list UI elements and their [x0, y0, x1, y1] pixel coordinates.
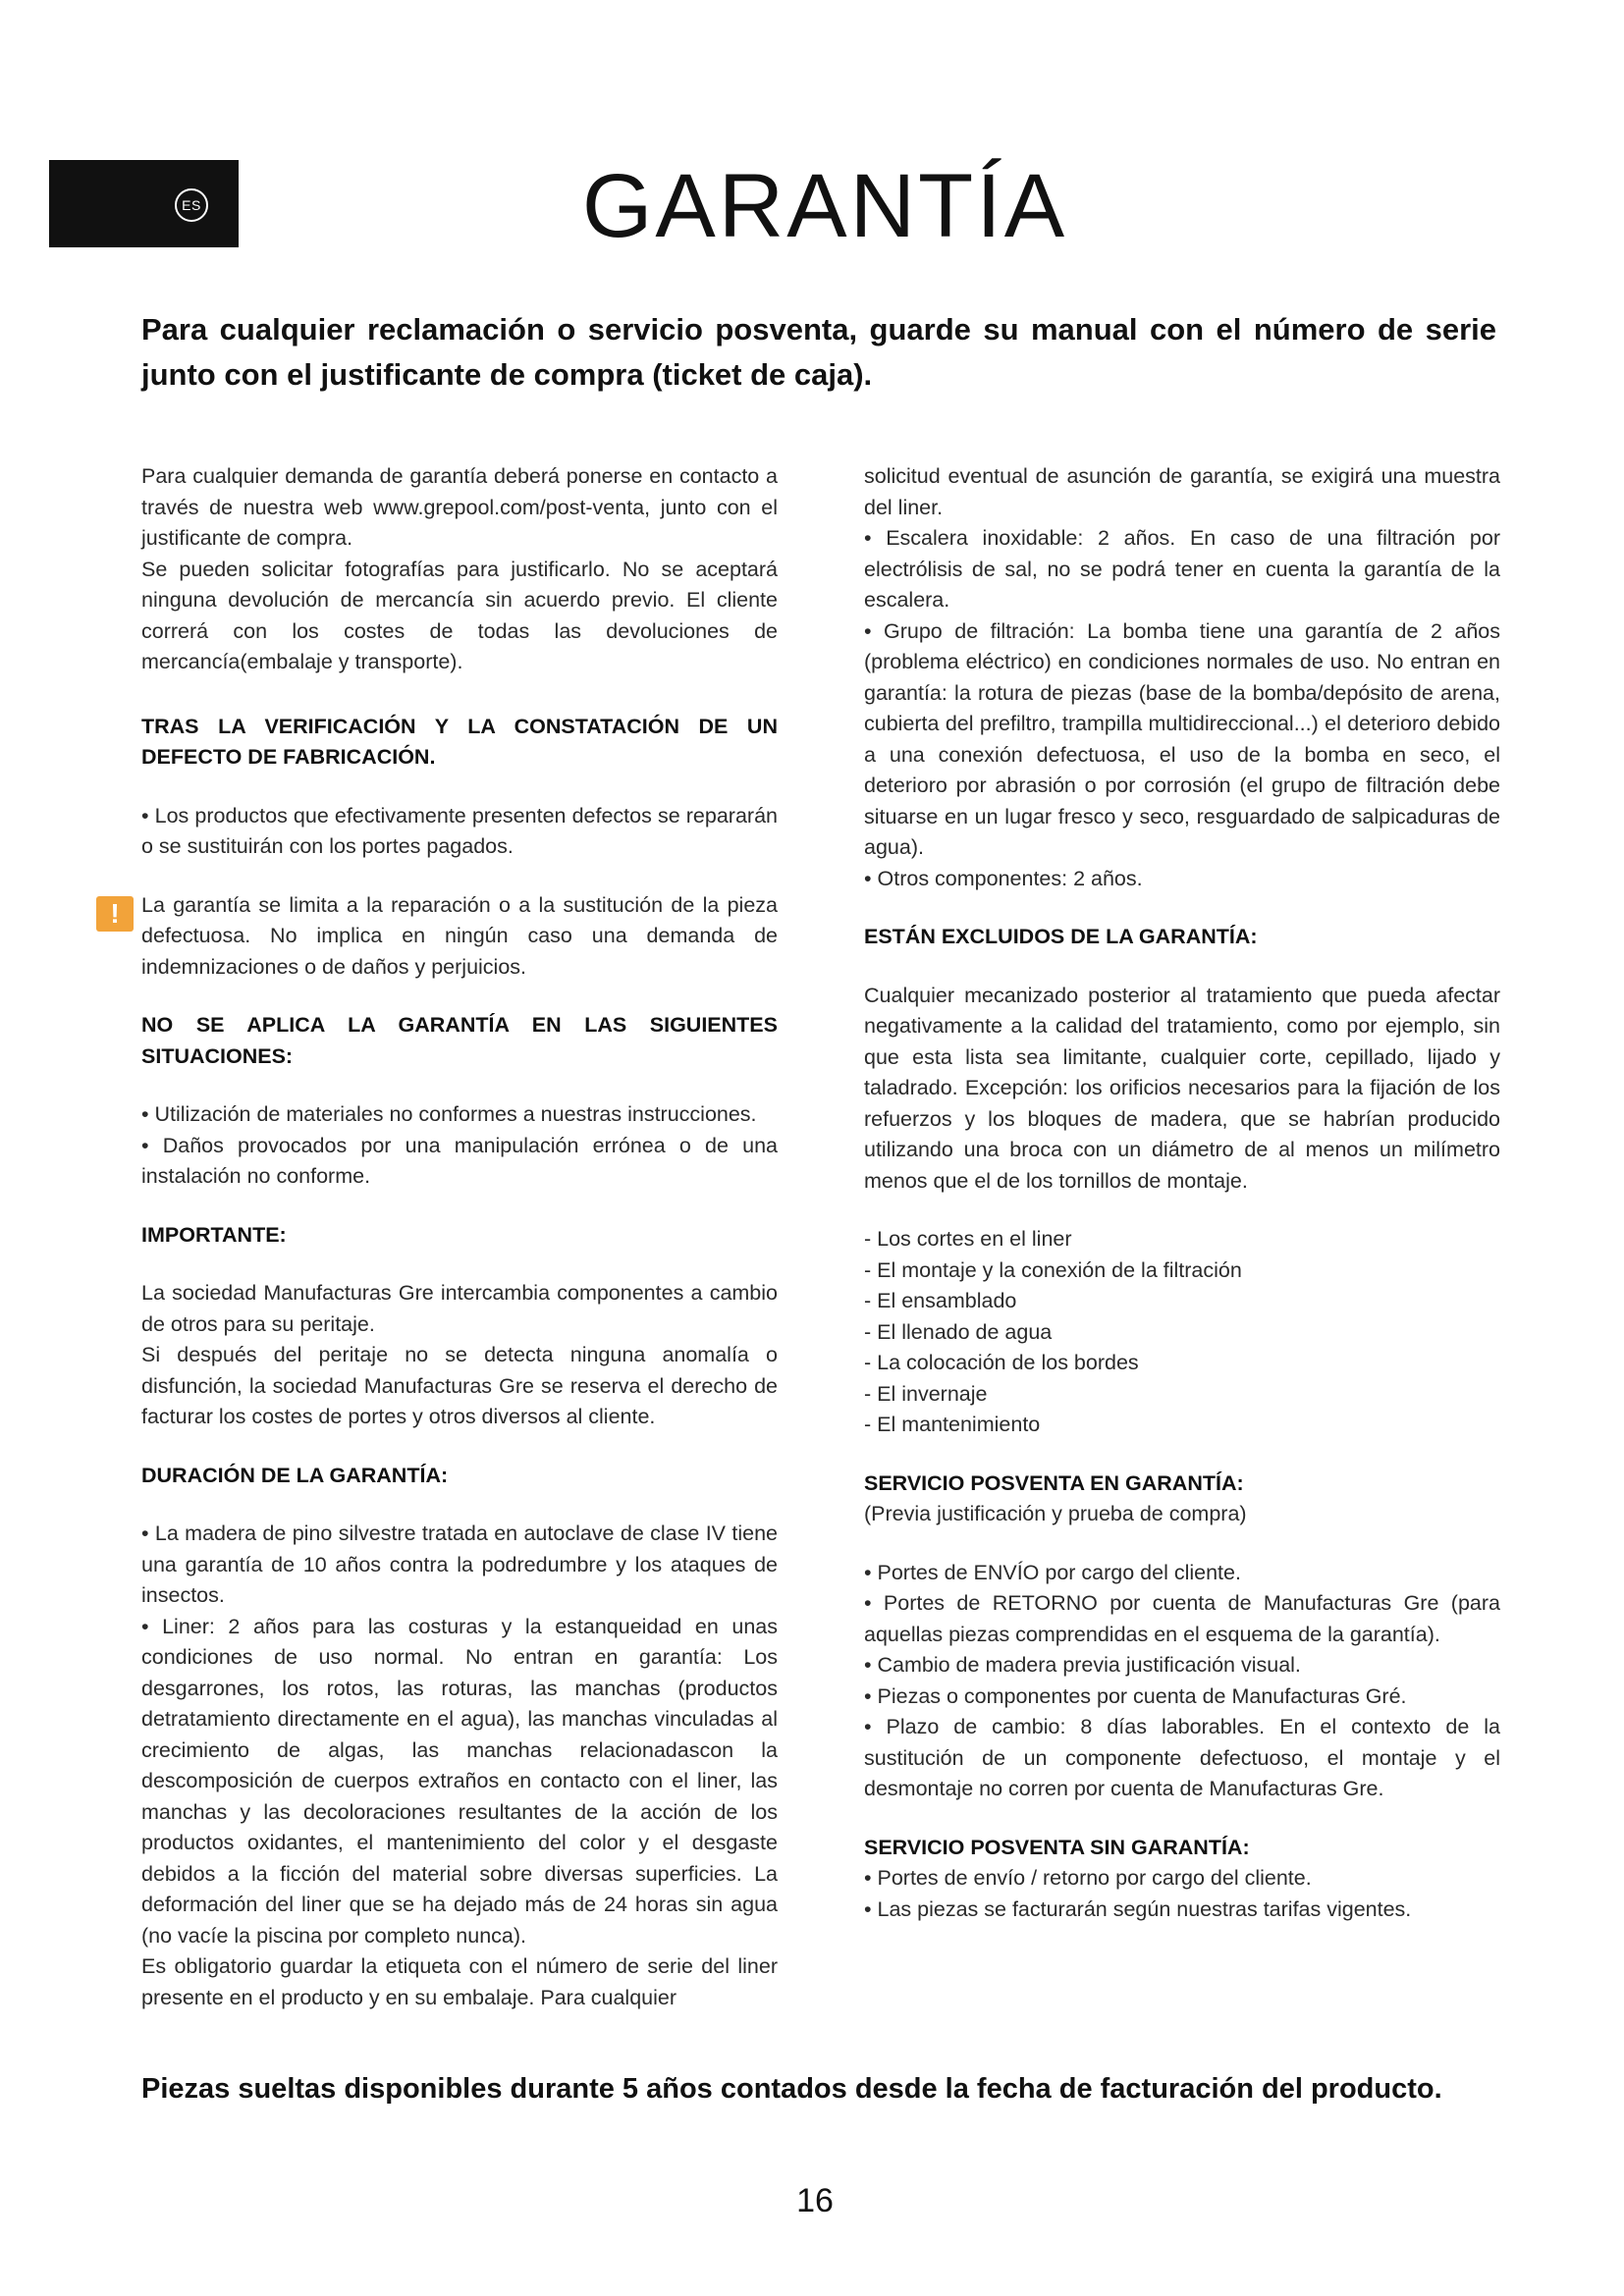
warning-text: La garantía se limita a la reparación o a la sustitución de la pieza defectuosa. No implica en ningún caso una demanda de indemnizaciones o de daños y perjuicios.	[141, 892, 778, 979]
excluded-text: Cualquier mecanizado posterior al tratamiento que pueda afectar negativamente a la calidad del tratamiento, como por ejemplo, sin que esta lista sea limitante, cualquier corte, cepillado, lijado y taladrado. Excepción: los orificios necesarios para la fijación de los refuerzos y los bloques de madera, que se habrían producido utilizando una broca con un diámetro de al menos un milímetro menos que el de los tornillos de montaje.	[864, 983, 1500, 1193]
service-warranty-heading: SERVICIO POSVENTA EN GARANTÍA:	[864, 1470, 1244, 1495]
list-item: • Portes de ENVÍO por cargo del cliente.	[864, 1560, 1241, 1584]
list-item: - La colocación de los bordes	[864, 1351, 1139, 1374]
language-tab	[49, 160, 239, 247]
important-paragraph: La sociedad Manufacturas Gre intercambia componentes a cambio de otros para su peritaje.	[141, 1281, 778, 1336]
verification-heading: TRAS LA VERIFICACIÓN Y LA CONSTATACIÓN DE UN DEFECTO DE FABRICACIÓN.	[141, 714, 778, 769]
list-item: • Plazo de cambio: 8 días laborables. En el contexto de la sustitución de un componente defectuoso, el montaje y el desmontaje no corren por cuenta de Manufacturas Gre.	[864, 1715, 1500, 1800]
important-paragraph: Si después del peritaje no se detecta ninguna anomalía o disfunción, la sociedad Manufacturas Gre se reserva el derecho de facturar los costes de portes y otros diversos al cliente.	[141, 1343, 778, 1428]
continuation-paragraph: • Grupo de filtración: La bomba tiene una garantía de 2 años (problema eléctrico) en condiciones normales de uso. No entran en garantía: la rotura de piezas (base de la bomba/depósito de arena, cubierta del prefiltro, trampilla multidireccional...) el deterioro debido a una conexión defectuosa, el uso de la bomba en seco, el deterioro por abrasión o por corrosión (el grupo de filtración debe situarse en un lugar fresco y seco, resguardado de salpicaduras de agua).	[864, 618, 1500, 859]
contact-paragraph: Para cualquier demanda de garantía deberá ponerse en contacto a través de nuestra web www.grepool.com/post-venta, junto con el justificante de compra.	[141, 464, 778, 550]
contact-paragraph: Se pueden solicitar fotografías para justificarlo. No se aceptará ninguna devolución de mercancía sin acuerdo previo. El cliente correrá con los costes de todas las devoluciones de mercancía(embalaje y transporte).	[141, 557, 778, 673]
left-column	[110, 461, 778, 2013]
list-item: • Cambio de madera previa justificación visual.	[864, 1653, 1301, 1677]
duration-paragraph: • La madera de pino silvestre tratada en autoclave de clase IV tiene una garantía de 10 años contra la podredumbre y los ataques de insectos.	[141, 1522, 778, 1607]
list-item: • Portes de envío / retorno por cargo del cliente.	[864, 1866, 1312, 1890]
continuation-paragraph: solicitud eventual de asunción de garantía, se exigirá una muestra del liner.	[864, 464, 1500, 519]
list-item: - Los cortes en el liner	[864, 1227, 1072, 1251]
page-title: GARANTÍA	[581, 156, 1068, 256]
excluded-heading: ESTÁN EXCLUIDOS DE LA GARANTÍA:	[864, 925, 1258, 948]
duration-heading: DURACIÓN DE LA GARANTÍA:	[141, 1463, 449, 1487]
language-badge: ES	[175, 188, 208, 222]
list-item: • Piezas o componentes por cuenta de Manufacturas Gré.	[864, 1683, 1407, 1708]
duration-paragraph: • Liner: 2 años para las costuras y la estanqueidad en unas condiciones de uso normal. No entran en garantía: Los desgarrones, los rotos, las roturas, las manchas (productos detratamiento directamente en el agua), las manchas vinculadas al crecimiento de algas, las manchas relacionadascon la descomposición de cuerpos extraños en contacto con el liner, las manchas y las decoloraciones resultantes de la acción de los productos oxidantes, el mantenimiento del color y el desgaste debidos a la ficción del material sobre diversas superficies. La deformación del liner que se ha dejado más de 24 horas sin agua (no vacíe la piscina por completo nunca).	[141, 1614, 778, 1948]
list-item: • Utilización de materiales no conformes a nuestras instrucciones.	[141, 1102, 757, 1126]
list-item: • Portes de RETORNO por cuenta de Manufacturas Gre (para aquellas piezas comprendidas en el esquema de la garantía).	[864, 1591, 1500, 1646]
list-item: - El mantenimiento	[864, 1413, 1041, 1436]
list-item: - El llenado de agua	[864, 1319, 1053, 1344]
list-item: - El montaje y la conexión de la filtración	[864, 1257, 1242, 1282]
intro-notice: Para cualquier reclamación o servicio posventa, guarde su manual con el número de serie junto con el justificante de compra (ticket de caja).	[141, 312, 1496, 392]
excluded-list	[864, 1224, 1500, 1441]
page-number: 16	[796, 2182, 834, 2219]
important-heading: IMPORTANTE:	[141, 1222, 287, 1247]
continuation-paragraph: • Otros componentes: 2 años.	[864, 866, 1143, 890]
list-item: - El invernaje	[864, 1381, 988, 1406]
spare-parts-note: Piezas sueltas disponibles durante 5 años contados desde la fecha de facturación del producto.	[141, 2073, 1442, 2105]
list-item: • Daños provocados por una manipulación errónea o de una instalación no conforme.	[141, 1133, 778, 1188]
duration-paragraph: Es obligatorio guardar la etiqueta con el número de serie del liner presente en el producto y en su embalaje. Para cualquier	[141, 1954, 778, 2009]
service-warranty-subheading: (Previa justificación y prueba de compra)	[864, 1502, 1247, 1525]
right-column	[864, 461, 1500, 1925]
not-applicable-heading: NO SE APLICA LA GARANTÍA EN LAS SIGUIENTES SITUACIONES:	[141, 1013, 778, 1068]
list-item: • Las piezas se facturarán según nuestras tarifas vigentes.	[864, 1896, 1412, 1921]
service-no-warranty-heading: SERVICIO POSVENTA SIN GARANTÍA:	[864, 1835, 1250, 1859]
continuation-paragraph: • Escalera inoxidable: 2 años. En caso de una filtración por electrólisis de sal, no se podrá tener en cuenta la garantía de la escalera.	[864, 526, 1500, 612]
warning-icon: !	[96, 896, 134, 932]
list-item: - El ensamblado	[864, 1289, 1017, 1312]
verification-text: • Los productos que efectivamente presenten defectos se repararán o se sustituirán con los portes pagados.	[141, 803, 778, 858]
warning-block	[110, 890, 778, 984]
